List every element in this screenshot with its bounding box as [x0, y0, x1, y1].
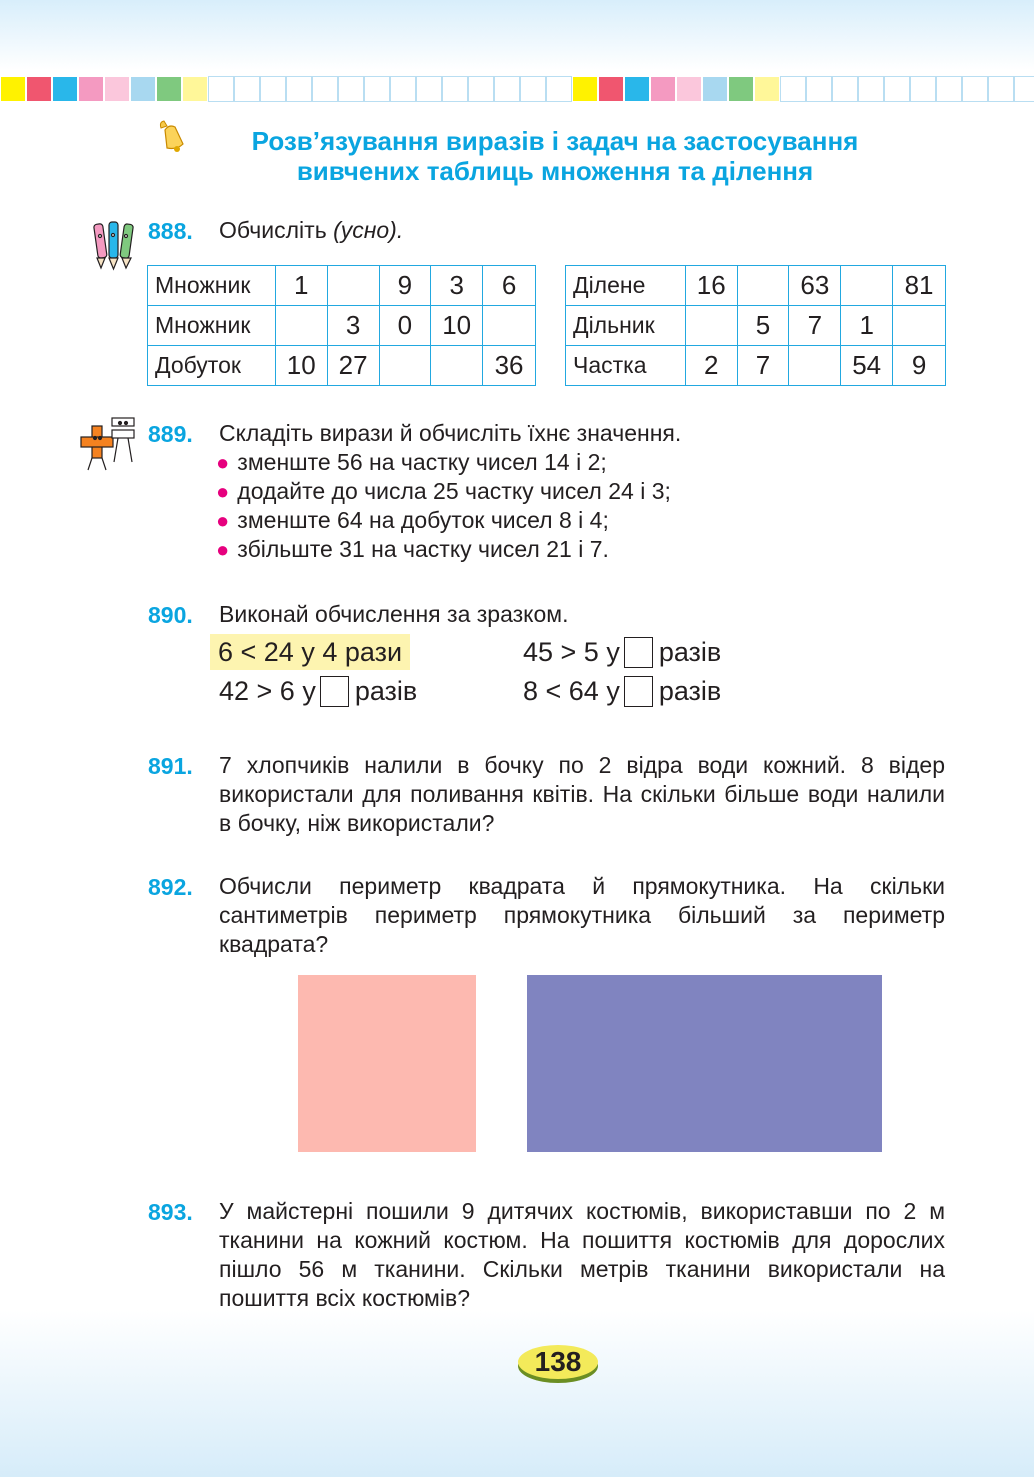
stripe-cell: [260, 76, 286, 102]
bullet-icon: ●: [216, 450, 230, 475]
table-cell: Добуток: [148, 346, 276, 386]
sample-highlight: 6 < 24 у 4 рази: [210, 634, 410, 670]
math-characters-icon: [76, 412, 142, 474]
task-suffix: разів: [658, 676, 722, 706]
table-cell: 1: [841, 306, 893, 346]
table-cell: [841, 266, 893, 306]
table-cell: [789, 346, 841, 386]
stripe-cell: [52, 76, 78, 102]
stripe-cell: [0, 76, 26, 102]
pencils-icon: [88, 218, 142, 272]
table-cell: [327, 266, 379, 306]
stripe-cell: [650, 76, 676, 102]
table-cell: Ділене: [566, 266, 686, 306]
exercise-888-note: (усно).: [333, 217, 404, 243]
stripe-cell: [442, 76, 468, 102]
exercise-893-number: 893.: [148, 1199, 193, 1225]
exercise-890-number: 890.: [148, 602, 193, 628]
division-table: [565, 265, 946, 386]
table-cell: 9: [379, 266, 431, 306]
table-cell: 54: [841, 346, 893, 386]
stripe-cell: [546, 76, 572, 102]
table-cell: 16: [685, 266, 737, 306]
table-cell: 9: [893, 346, 946, 386]
stripe-cell: [78, 76, 104, 102]
stripe-cell: [572, 76, 598, 102]
task-suffix: разів: [354, 676, 418, 706]
page-number: [516, 1343, 600, 1385]
table-cell: [379, 346, 431, 386]
list-item-text: зменште 56 на частку чисел 14 і 2;: [237, 449, 607, 475]
table-cell: 5: [737, 306, 789, 346]
stripe-cell: [598, 76, 624, 102]
table-cell: [737, 266, 789, 306]
answer-box[interactable]: [624, 637, 653, 668]
exercise-892-number: 892.: [148, 874, 193, 900]
stripe-cell: [624, 76, 650, 102]
page-number-text: 138: [534, 1346, 582, 1377]
stripe-cell: [286, 76, 312, 102]
stripe-cell: [1014, 76, 1034, 102]
exercise-889-number: 889.: [148, 421, 193, 447]
stripe-cell: [702, 76, 728, 102]
bullet-icon: ●: [216, 508, 230, 533]
multiplication-table: [147, 265, 536, 386]
table-cell: 3: [327, 306, 379, 346]
exercise-891-text: 7 хлопчиків налили в бочку по 2 відра води кожний. 8 відер використали для поливання квітів. На скільки більше води налили в бочку, ніж використали?: [219, 752, 945, 836]
table-cell: 27: [327, 346, 379, 386]
stripe-cell: [832, 76, 858, 102]
table-cell: 0: [379, 306, 431, 346]
table-cell: Множник: [148, 306, 276, 346]
exercise-890-task-a: [523, 634, 721, 670]
stripe-cell: [182, 76, 208, 102]
stripe-cell: [26, 76, 52, 102]
list-item: [216, 477, 671, 506]
exercise-888-number: 888.: [148, 218, 193, 244]
stripe-cell: [364, 76, 390, 102]
stripe-cell: [520, 76, 546, 102]
exercise-891-number: 891.: [148, 753, 193, 779]
task-suffix: разів: [658, 637, 722, 667]
stripe-cell: [494, 76, 520, 102]
table-cell: [893, 306, 946, 346]
exercise-889-text: Складіть вирази й обчисліть їхнє значення.: [219, 420, 682, 446]
table-row: [148, 346, 536, 386]
table-cell: Частка: [566, 346, 686, 386]
stripe-cell: [468, 76, 494, 102]
bullet-icon: ●: [216, 479, 230, 504]
stripe-cell: [338, 76, 364, 102]
table-cell: [685, 306, 737, 346]
list-item-text: збільште 31 на частку чисел 21 і 7.: [237, 536, 609, 562]
list-item: [216, 448, 671, 477]
table-cell: 6: [483, 266, 536, 306]
table-cell: [483, 306, 536, 346]
table-row: [148, 306, 536, 346]
stripe-cell: [728, 76, 754, 102]
list-item-text: додайте до числа 25 частку чисел 24 і 3;: [237, 478, 671, 504]
stripe-cell: [754, 76, 780, 102]
table-cell: [275, 306, 327, 346]
header-color-stripe: [0, 76, 1034, 104]
table-cell: Множник: [148, 266, 276, 306]
title-line-2: вивчених таблиць множення та ділення: [296, 156, 814, 186]
bullet-icon: ●: [216, 537, 230, 562]
table-cell: 81: [893, 266, 946, 306]
stripe-cell: [910, 76, 936, 102]
stripe-cell: [676, 76, 702, 102]
stripe-cell: [416, 76, 442, 102]
square-figure: [298, 975, 476, 1152]
task-expression: 8 < 64 у: [523, 676, 620, 706]
stripe-cell: [208, 76, 234, 102]
table-cell: 3: [431, 266, 483, 306]
table-cell: 10: [431, 306, 483, 346]
answer-box[interactable]: [320, 676, 349, 707]
table-row: [566, 266, 946, 306]
stripe-cell: [104, 76, 130, 102]
task-expression: 42 > 6 у: [219, 676, 316, 706]
table-cell: 2: [685, 346, 737, 386]
title-line-1: Розв’язування виразів і задач на застосування: [251, 126, 859, 156]
exercise-890-task-c: [523, 673, 721, 709]
stripe-cell: [806, 76, 832, 102]
rectangle-figure: [527, 975, 882, 1152]
table-row: [566, 306, 946, 346]
page-title: [150, 126, 960, 186]
stripe-cell: [962, 76, 988, 102]
stripe-cell: [936, 76, 962, 102]
answer-box[interactable]: [624, 676, 653, 707]
exercise-890-text: Виконай обчислення за зразком.: [219, 601, 569, 627]
stripe-cell: [988, 76, 1014, 102]
exercise-893-text: У майстерні пошили 9 дитячих костюмів, використавши по 2 м тканини на кожний костюм. На пошиття костюмів для дорослих пішло 56 м тканини. Скільки метрів тканини використали на пошиття всіх костюмів?: [219, 1198, 945, 1311]
stripe-cell: [156, 76, 182, 102]
stripe-cell: [312, 76, 338, 102]
task-expression: 45 > 5 у: [523, 637, 620, 667]
exercise-889-list: [216, 448, 671, 564]
table-cell: [431, 346, 483, 386]
stripe-cell: [234, 76, 260, 102]
table-cell: 7: [789, 306, 841, 346]
table-cell: 36: [483, 346, 536, 386]
stripe-cell: [130, 76, 156, 102]
exercise-892-text: Обчисли периметр квадрата й прямокутника. На скільки сантиметрів периметр прямокутника більший за периметр квадрата?: [219, 873, 945, 957]
table-cell: 10: [275, 346, 327, 386]
table-cell: 1: [275, 266, 327, 306]
exercise-890-sample: [210, 634, 410, 670]
table-row: [566, 346, 946, 386]
exercise-888-instruction: Обчисліть: [219, 217, 327, 243]
table-cell: 63: [789, 266, 841, 306]
stripe-cell: [884, 76, 910, 102]
table-row: [148, 266, 536, 306]
list-item: [216, 506, 671, 535]
exercise-888-text: [219, 216, 403, 245]
stripe-cell: [780, 76, 806, 102]
exercise-890-task-b: [219, 673, 417, 709]
list-item-text: зменште 64 на добуток чисел 8 і 4;: [237, 507, 609, 533]
table-cell: 7: [737, 346, 789, 386]
list-item: [216, 535, 671, 564]
stripe-cell: [390, 76, 416, 102]
table-cell: Дільник: [566, 306, 686, 346]
stripe-cell: [858, 76, 884, 102]
